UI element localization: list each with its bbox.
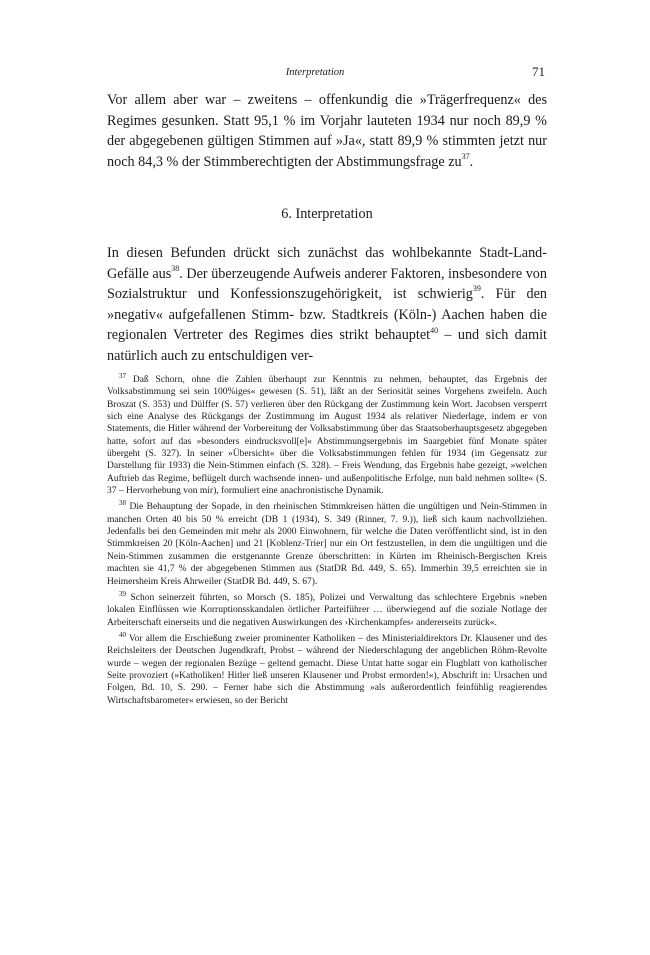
page-number: 71 [532,64,545,79]
footnote-ref-38: 38 [171,263,180,273]
footnote-number: 39 [119,589,126,598]
section-paragraph-block [107,243,547,367]
footnote-40 [107,630,547,707]
paragraph-2-part-c: . Für den »negativ« aufgefallenen Stimm- bzw. Stadtkreis (Köln-) Aachen haben die regionalen Vertreter des Regimes dies strikt behauptet [107,286,548,344]
footnotes [107,371,548,711]
paragraph-1: Vor allem aber war – zweitens – offenkundig die »Trägerfrequenz« des Regimes gesunken. Statt 95,1 % im Vorjahr lauteten 1934 nur noch 89,9 % der abgegebenen gültigen Stimmen auf »Ja«, statt 89,9 % stimmten jetzt nur noch 84,3 % der Stimmberechtigten der Abstimmungsfrage $zu^{37}$. [107,92,547,170]
footnote-number: 37 [119,371,126,380]
footnote-text: Vor allem die Erschießung zweier prominenter Katholiken – des Ministerialdirektors Dr. Klausener und des Reichsleiters der Deutschen Jugendkraft, Probst – während der Niederschlagung der angeblichen Röhm-Revolte wurde – wegen der regionalen Bezüge – geltend gemacht. Diese Untat hatte sogar ein Flugblatt von katholischer Seite provoziert (»Katholiken! Hitler ließ unseren Klausener und Probst ermorden!«), Abschrift in: Ursachen und Folgen, Bd. 10, S. 290. – Ferner habe sich die Abstimmung »als außerordentlich feinfühlig reagierendes Wirtschaftsbarometer« erwiesen, so der Bericht [107,633,547,706]
footnote-38 [107,501,547,587]
paragraph-2-part-b: . Der überzeugende Aufweis anderer Faktoren, insbesondere von Sozialstruktur und Konfessionszugehörigkeit, ist schwierig [107,265,547,303]
footnote-ref-37: 37 [461,152,470,162]
footnote-ref-40: 40 [430,325,439,335]
footnote-text: Daß Schorn, ohne die Zahlen überhaupt zur Kenntnis zu nehmen, behauptet, das Ergebnis der Volksabstimmung sei sein 100%iges« gewesen (S. 51), läßt an der Seriosität seines Vorgehens zweifeln. Auch Broszat (S. 353) und Dülffer (S. 57) verlieren über den Rückgang der Zustimmung kein Wort. Jacobsen versperrt sich eine Analyse des Rückgangs der Zustimmung im August 1934 als relativer Niederlage, indem er von Statements, die Hitler während der Vorbereitung der Volksabstimmung über das Staatsoberhauptsgesetz abgegeben hatte, sofort auf das »besonders eindrucksvoll[e]« Abstimmungsergebnis im Saargebiet fünf Monate später übergeht (S. 327). In seiner »Übersicht« über die Volksabstimmungen fehlen für 1934 (im Gegensatz zur Darstellung für 1933) die Nein-Stimmen einfach (S. 328). – Freis Wendung, das Ergebnis habe gezeigt, »welchen Auftrieb das Regime, beflügelt durch wachsende innen- und außenpolitische Erfolge, nun bald nehmen sollte« (S. 37 – Hervorhebung von mir), formuliert eine anachronistische Dynamik. [107,375,548,497]
footnote-text: Die Behauptung der Sopade, in den rheinischen Stimmkreisen hätten die ungültigen und Nein-Stimmen in manchen Orten 40 bis 50 % erreicht (DB 1 (1934), S. 349 (Rinner, 7. 9.)), ließ sich kaum nachvollziehen. Jedenfalls bei den Gemeinden mit mehr als 2000 Einwohnern, für welche die Daten veröffentlicht sind, ist in den Stimmkreisen 20 [Köln-Aachen] und 21 [Koblenz-Trier] nur ein Ort festzustellen, in dem die ungültigen und die Nein-Stimmen zusammen die erstgenannte Grenze überschritten: in Kürten im Rheinisch-Bergischen Kreis machten sie 41,7 % der abgegebenen Stimmen aus (StatDR Bd. 449, S. 65). Immerhin 39,5 erreichten sie in Heimersheim Kreis Ahrweiler (StatDR Bd. 449, S. 67). [107,502,548,587]
opening-paragraph-block [107,90,547,172]
running-head-title: Interpretation [285,67,345,78]
running-head [0,64,650,82]
paragraph-2 [107,243,547,367]
footnote-39 [107,589,547,629]
footnote-ref-39: 39 [472,284,481,294]
section-heading: 6. Interpretation [281,206,373,222]
paragraph-1-text: Vor allem aber war – zweitens – offenkundig die »Trägerfrequenz« des Regimes gesunken. Statt 95,1 % im Vorjahr lauteten 1934 nur noch 89,9 % der abgegebenen gültigen Stimmen auf »Ja«, statt 89,9 % stimmten jetzt nur noch 84,3 % der Stimmberechtigten der Abstimmungsfrage zu [107,92,547,170]
footnote-37 [107,371,548,497]
footnote-number: 38 [119,499,126,508]
paragraph-2-part-d: – und sich damit natürlich auch zu entschuldigen ver- [107,327,547,364]
footnote-number: 40 [119,630,126,639]
paragraph-2-part-a: In diesen Befunden drückt sich zunächst das wohlbekannte Stadt-Land-Gefälle aus [107,245,547,282]
footnote-text: Schon seinerzeit führten, so Morsch (S. 185), Polizei und Verwaltung das schlechtere Ergebnis »neben lokalen Einflüssen wie Korruptionsskandalen örtlicher Parteiführer … überwiegend auf die soziale Notlage der Arbeiterschaft einerseits und die negativen Auswirkungen des ›Kirchenkampfes‹ andererseits zurück«. [107,592,547,628]
